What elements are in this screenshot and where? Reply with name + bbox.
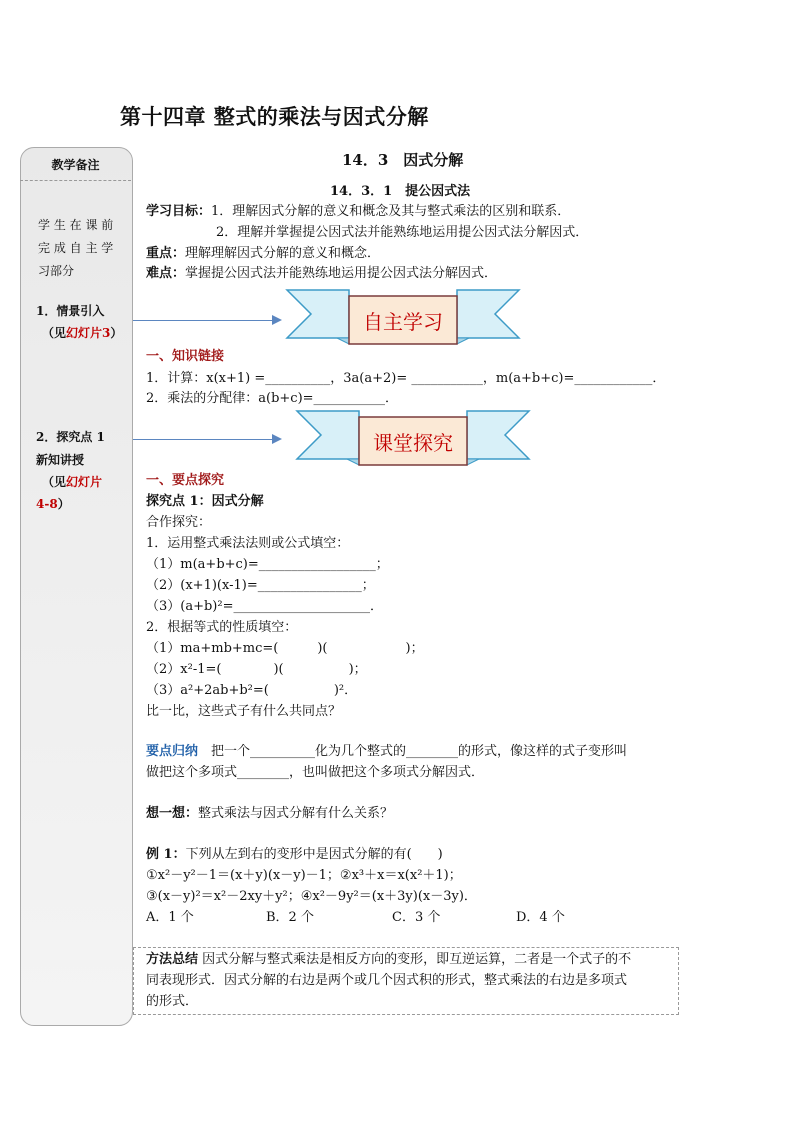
arrow-right-icon (272, 315, 282, 325)
summary-text: 做把这个多项式________，也叫做把这个多项式分解因式． (146, 765, 485, 780)
think-question (146, 806, 393, 822)
ref-prefix: （见 (42, 475, 67, 489)
difficult-point (146, 266, 497, 282)
fill-item: （3）a²+2ab+b²=( )²． (146, 683, 358, 698)
slide-ref-range: 4-8 (36, 497, 58, 511)
example-option-line: ③(x－y)²＝x²－2xy＋y²；④x²－9y²＝(x＋3y)(x－3y)． (146, 889, 477, 904)
chapter-title: 第十四章 整式的乘法与因式分解 (120, 104, 429, 129)
sidebar-step1-ref (42, 322, 122, 345)
sidebar-note-line: 习部分 (38, 264, 75, 278)
section-title: 14．3 因式分解 (342, 151, 464, 169)
ref-suffix: ） (110, 326, 123, 340)
key-point (146, 246, 380, 262)
choice-d: D．4 个 (516, 910, 565, 925)
subsection-title: 14．3．1 提公因式法 (330, 184, 471, 199)
arrow-line (133, 320, 273, 321)
knowledge-q2: 2．乘法的分配律：a(b+c)=___________． (146, 391, 399, 406)
compare-question: 比一比，这些式子有什么共同点？ (146, 704, 342, 719)
fill-task-1: 1．运用整式乘法法则或公式填空： (146, 536, 350, 551)
sidebar-step2-ref2 (36, 493, 70, 516)
fill-item: （1）ma+mb+mc=( )( )； (146, 641, 424, 656)
choice-c: C．3 个 (392, 910, 441, 925)
goal-item: 1．理解因式分解的意义和概念及其与整式乘法的区别和联系． (211, 204, 571, 219)
banner-class-explore-label: 课堂探究 (373, 431, 453, 455)
fill-item: （3）(a+b)²=_____________________． (146, 599, 383, 614)
fill-item: （2）x²-1=( )( )； (146, 662, 367, 677)
example-option-line: ①x²－y²－1＝(x＋y)(x－y)－1；②x³＋x＝x(x²＋1)； (146, 868, 462, 883)
difficulty-label: 难点： (146, 266, 186, 281)
slide-ref: 幻灯片 (66, 475, 103, 489)
sidebar-step2-ref (42, 471, 102, 494)
difficulty-text: 掌握提公因式法并能熟练地运用提公因式法分解因式． (185, 266, 498, 281)
knowledge-q1: 1．计算：x(x+1) =__________，3a(a+2)= ___________，m(a+b+c)=____________． (146, 371, 666, 386)
method-line (146, 952, 631, 968)
learning-goals (146, 204, 570, 220)
fill-item: （1）m(a+b+c)=__________________； (146, 557, 389, 572)
explore-point: 探究点 1：因式分解 (146, 494, 264, 509)
sidebar-header: 教学备注 (20, 147, 131, 181)
ref-suffix: ） (57, 497, 70, 511)
think-label: 想一想： (146, 806, 199, 821)
key-label: 重点： (146, 246, 186, 261)
example-stem (146, 847, 443, 863)
method-text: 同表现形式．因式分解的右边是两个或几个因式积的形式，整式乘法的右边是多项式 (146, 973, 628, 988)
method-text: 因式分解与整式乘法是相反方向的变形，即互逆运算，二者是一个式子的不 (198, 952, 632, 967)
key-summary (146, 744, 627, 760)
sidebar-note-line: 学 生 在 课 前 (38, 218, 114, 232)
choice-a: A．1 个 (146, 910, 194, 925)
banner-self-study-label: 自主学习 (363, 310, 443, 334)
example-label: 例 1： (146, 847, 186, 862)
goals-label: 学习目标： (146, 204, 212, 219)
ref-prefix: （见 (42, 326, 67, 340)
choice-b: B．2 个 (266, 910, 314, 925)
slide-ref: 幻灯片3 (66, 326, 111, 340)
method-text: 的形式． (146, 994, 199, 1009)
think-text: 整式乘法与因式分解有什么关系？ (198, 806, 394, 821)
knowledge-heading: 一、知识链接 (146, 349, 225, 364)
coop-label: 合作探究： (146, 515, 212, 530)
fill-task-2: 2．根据等式的性质填空： (146, 620, 298, 635)
goal-item: 2．理解并掌握提公因式法并能熟练地运用提公因式法分解因式． (216, 225, 589, 240)
sidebar-step2-sub: 新知讲授 (36, 453, 85, 467)
example-question: 下列从左到右的变形中是因式分解的有( ) (185, 847, 443, 862)
summary-text: 把一个__________化为几个整式的________的形式，像这样的式子变形叫 (198, 744, 628, 759)
sidebar-step2-title: 2．探究点 1 (36, 430, 105, 444)
arrow-line (133, 439, 273, 440)
method-label: 方法总结 (146, 952, 199, 967)
summary-label: 要点归纳 (146, 744, 199, 759)
arrow-right-icon (272, 434, 282, 444)
sidebar-step1-title: 1．情景引入 (36, 304, 105, 318)
explore-heading: 一、要点探究 (146, 473, 225, 488)
fill-item: （2）(x+1)(x-1)=________________； (146, 578, 375, 593)
sidebar-note-line: 完 成 自 主 学 (38, 241, 114, 255)
key-text: 理解理解因式分解的意义和概念． (185, 246, 381, 261)
sidebar-pre-class-note (38, 214, 128, 283)
